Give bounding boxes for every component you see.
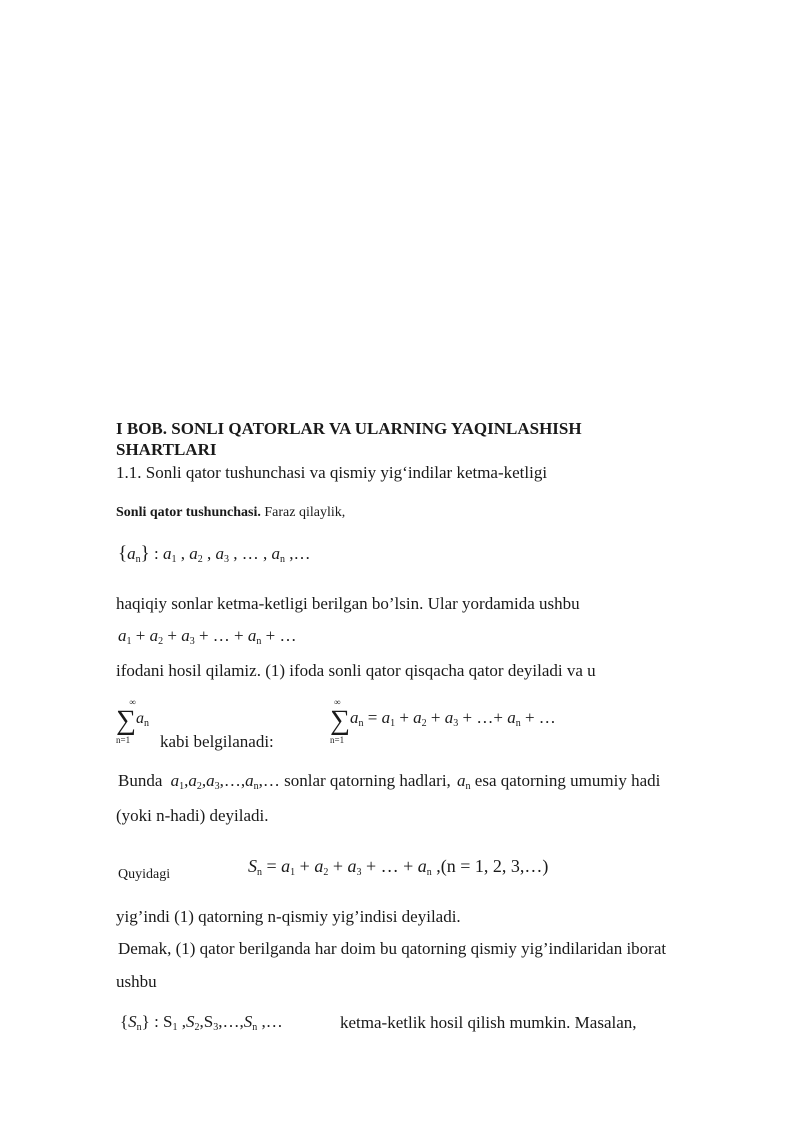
chapter-title: I BOB. SONLI QATORLAR VA ULARNING YAQINLASHISH SHARTLARI: [116, 419, 582, 459]
yoki-line: (yoki n-hadi) deyiladi.: [116, 806, 269, 825]
bunda-word: Bunda: [118, 771, 163, 790]
formula-terms: $a_1,a_2,a_3,\dots,a_n,\dots$: [170, 771, 280, 792]
formula-partial-seq: $\{S_n\}$ : $S_1$ $,S_2,S_3,\dots,S_n$ ,…: [120, 1012, 283, 1033]
umumiy-text: esa qatorning umumiy hadi: [474, 771, 661, 790]
paragraph-line-2: ifodani hosil qilamiz. (1) ifoda sonli qator qisqacha qator deyiladi va u: [116, 661, 596, 680]
yigindi-line: yig’indi (1) qatorning n-qismiy yig’indisi deyiladi.: [116, 907, 461, 926]
formula-series: $a_1 + a_2 + a_3$ + … + $a_n$ + …: [118, 626, 297, 647]
section-title: 1.1. Sonli qator tushunchasi va qismiy yig‘indilar ketma-ketligi: [116, 463, 548, 482]
formula-sum-short: ∞ $\sum a_n$ n=1: [116, 697, 149, 745]
hadlari-text: sonlar qatorning hadlari,: [284, 771, 451, 790]
kabi-belgilanadi: kabi belgilanadi:: [160, 732, 274, 751]
intro-rest: Faraz qilaylik,: [260, 505, 346, 520]
formula-partial-sum: $S_n = a_1 + a_2 + a_3$ + … + $a_n$ ,(n = 1, 2, 3,…): [248, 856, 549, 878]
ketma-line: ketma-ketlik hosil qilish mumkin. Masalan,: [340, 1013, 637, 1032]
demak-line: Demak, (1) qator berilganda har doim bu qatorning qismiy yig’indilaridan iborat: [118, 939, 667, 958]
ushbu-line: ushbu: [116, 972, 157, 991]
formula-sequence: $\{a_n\}$ : $a_1$ , $a_2$ , $a_3$ , … , $a_n$ ,…: [118, 543, 311, 565]
intro-line: [116, 505, 345, 521]
quyidagi-word: Quyidagi: [118, 867, 171, 882]
formula-sum-full: ∞ $\sum a_n = a_1 + a_2 + a_3$ + …+ $a_n$ + … n=1: [330, 697, 556, 745]
bunda-line: [118, 771, 660, 792]
paragraph-line-1: haqiqiy sonlar ketma-ketligi berilgan bo’lsin. Ular yordamida ushbu: [116, 594, 580, 613]
intro-bold-term: Sonli qator tushunchasi.: [116, 505, 261, 520]
formula-an: $a_n$: [457, 771, 471, 792]
